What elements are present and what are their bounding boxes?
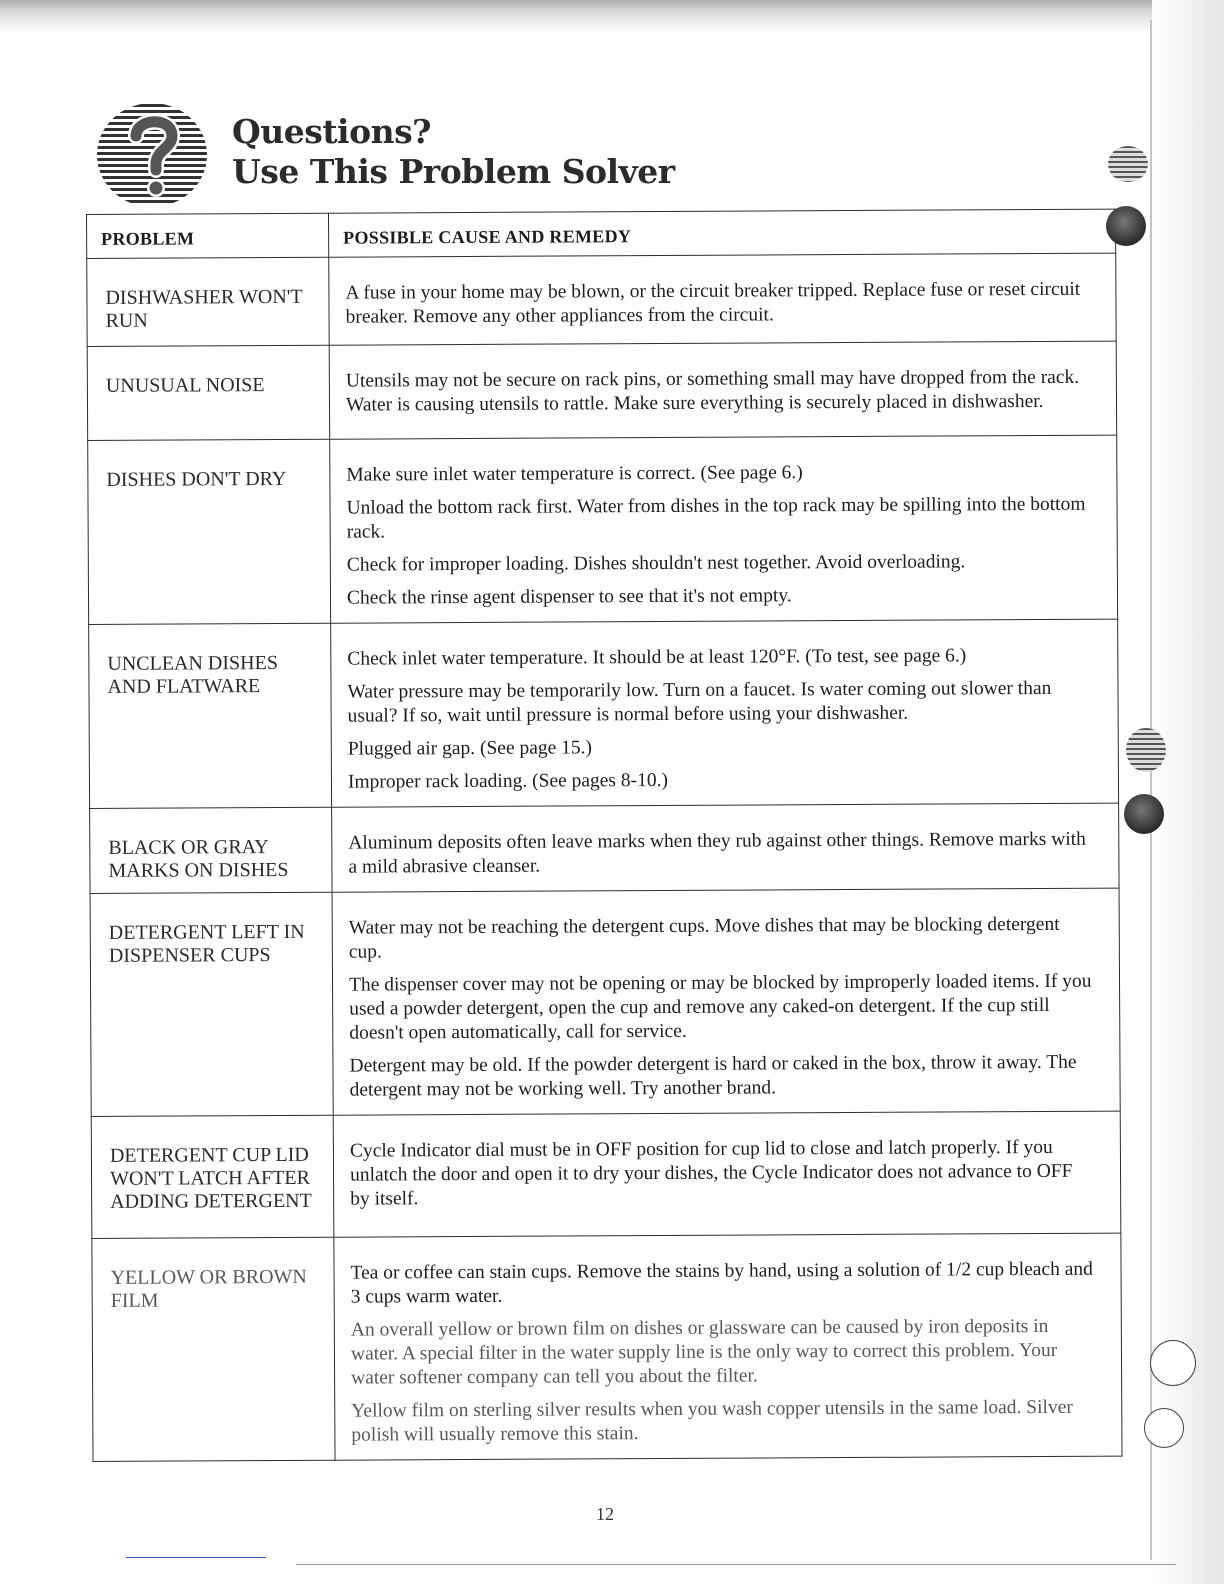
binder-hole	[1124, 794, 1164, 834]
title-line-2: Use This Problem Solver	[232, 152, 675, 191]
remedy-cell	[332, 888, 1120, 1115]
problem-cell: DISHES DON'T DRY	[88, 439, 331, 624]
table-row	[90, 888, 1120, 1116]
page-title	[232, 112, 675, 192]
remedy-column-header: POSSIBLE CAUSE AND REMEDY	[328, 209, 1115, 257]
remedy-cell	[330, 435, 1118, 623]
table-row	[90, 803, 1119, 893]
problem-column-header: PROBLEM	[87, 213, 329, 258]
scan-shadow-top	[0, 0, 1224, 34]
binder-tab-mark	[1126, 728, 1166, 772]
problem-cell: DETERGENT LEFT IN DISPENSER CUPS	[90, 892, 333, 1116]
remedy-text: Cycle Indicator dial must be in OFF position for cup lid to close and latch properly. If you unlatch the door and open it to dry your dishes, the Cycle Indicator does not advance to OFF by itself.	[349, 1136, 1073, 1210]
remedy-text: Water pressure may be temporarily low. Turn on a faucet. Is water coming out slower than usual? If so, wait until pressure is normal before using your dishwasher.	[347, 677, 1052, 727]
remedy-text: The dispenser cover may not be opening or may be blocked by improperly loaded items. If you used a powder detergent, open the cup and remove any caked-on detergent. If the cup still doesn't open automatically, call for service.	[348, 970, 1092, 1044]
remedy-text: Check inlet water temperature. It should be at least 120°F. (To test, see page 6.)	[347, 645, 967, 670]
problem-cell: YELLOW OR BROWN FILM	[92, 1237, 335, 1461]
remedy-text: A fuse in your home may be blown, or the circuit breaker tripped. Replace fuse or reset circuit breaker. Remove any other appliances from the circuit.	[345, 278, 1081, 328]
remedy-text: Detergent may be old. If the powder detergent is hard or caked in the box, throw it away. The detergent may not be working well. Try another brand.	[349, 1051, 1077, 1101]
remedy-text: Tea or coffee can stain cups. Remove the stains by hand, using a solution of 1/2 cup bleach and 3 cups warm water.	[350, 1258, 1093, 1308]
table-row	[91, 1111, 1121, 1238]
remedy-cell	[333, 1111, 1121, 1237]
remedy-text: Make sure inlet water temperature is correct. (See page 6.)	[346, 462, 803, 486]
problem-cell: DISHWASHER WON'T RUN	[87, 257, 329, 346]
page-edge	[1150, 20, 1152, 1560]
binder-ring-hole	[1150, 1340, 1196, 1386]
binder-ring-hole	[1144, 1408, 1184, 1448]
table-header-row	[87, 209, 1116, 258]
page-number: 12	[596, 1504, 614, 1524]
remedy-text: Water may not be reaching the detergent cups. Move dishes that may be blocking detergent cup.	[348, 913, 1060, 963]
remedy-cell	[331, 619, 1119, 807]
title-line-1: Questions?	[232, 112, 432, 151]
remedy-cell	[332, 803, 1119, 892]
page-header	[94, 100, 734, 210]
binder-hole	[1106, 206, 1146, 246]
remedy-text: Unload the bottom rack first. Water from dishes in the top rack may be spilling into the bottom rack.	[346, 493, 1086, 543]
remedy-text: Improper rack loading. (See pages 8-10.)	[347, 769, 669, 793]
remedy-text: Yellow film on sterling silver results when you wash copper utensils in the same load. Silver polish will usually remove this stain.	[351, 1396, 1073, 1446]
problem-cell: BLACK OR GRAY MARKS ON DISHES	[90, 807, 332, 893]
remedy-text: An overall yellow or brown film on dishes or glassware can be caused by iron deposits in water. A special filter in the water supply line is the only way to correct this problem. Your water softener company can tell you about the filter.	[350, 1315, 1058, 1389]
problem-cell: DETERGENT CUP LID WON'T LATCH AFTER ADDING DETERGENT	[91, 1115, 334, 1238]
remedy-text: Check for improper loading. Dishes shouldn't nest together. Avoid overloading.	[346, 551, 966, 576]
remedy-cell	[329, 253, 1116, 345]
table-row	[89, 619, 1119, 808]
remedy-text: Utensils may not be secure on rack pins, or something small may have dropped from the rack. Water is causing utensils to rattle. Make sure everything is securely placed in dishwasher.	[345, 366, 1080, 416]
footer-rule	[296, 1564, 1176, 1565]
problem-cell: UNCLEAN DISHES AND FLATWARE	[89, 623, 332, 808]
remedy-text: Plugged air gap. (See page 15.)	[347, 737, 593, 760]
remedy-cell	[329, 341, 1116, 439]
problem-solver-table	[86, 209, 1123, 1462]
footer-mark	[126, 1557, 266, 1558]
remedy-cell	[334, 1233, 1122, 1460]
remedy-text: Check the rinse agent dispenser to see that it's not empty.	[346, 585, 792, 609]
table-row	[92, 1233, 1122, 1461]
table-row	[87, 341, 1116, 440]
problem-cell: UNUSUAL NOISE	[87, 345, 329, 440]
table-row	[88, 435, 1118, 624]
question-mark-icon	[94, 100, 214, 210]
binder-tab-mark	[1108, 146, 1148, 182]
remedy-text: Aluminum deposits often leave marks when they rub against other things. Remove marks with a mild abrasive cleanser.	[348, 828, 1086, 878]
table-row	[87, 253, 1116, 346]
